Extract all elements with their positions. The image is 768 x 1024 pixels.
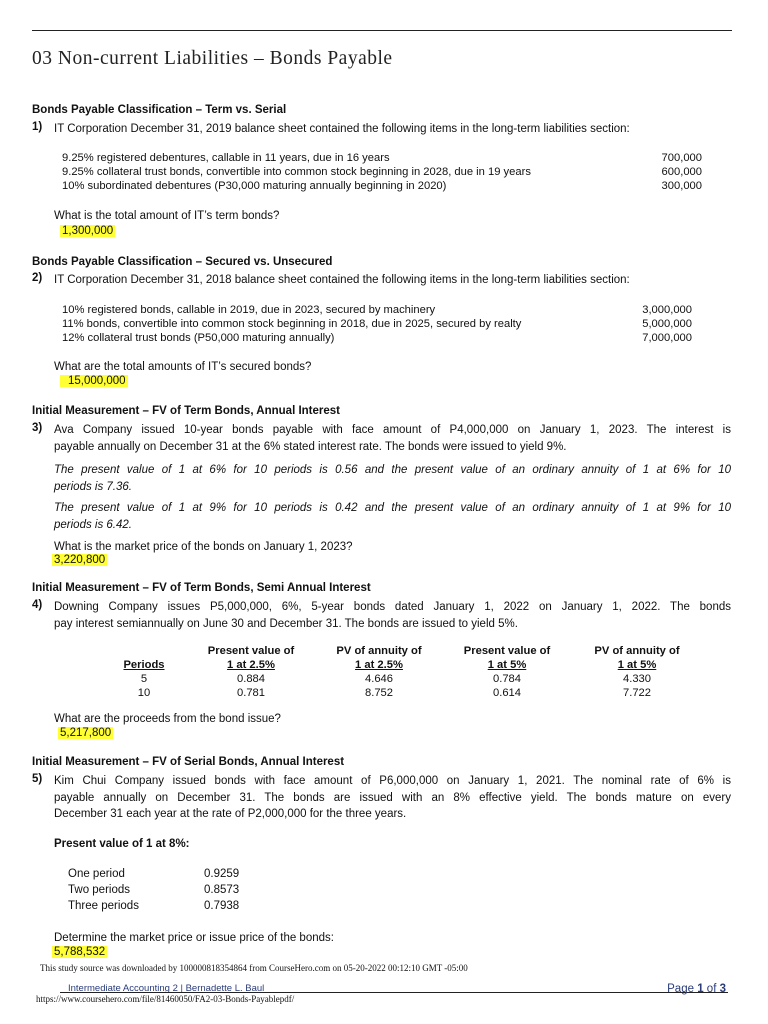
table-cell: 8.752 [365,687,393,699]
problem-5-text-line1: Kim Chui Company issued bonds with face amount of P6,000,000 on January 1, 2021. The nominal rate of 6% is [54,775,731,787]
table-header: Present value of [463,645,551,657]
problem-2-number: 2) [32,272,43,284]
table-cell: 10 [137,687,151,699]
table-cell: 0.784 [493,673,521,685]
list-item: Three periods 0.7938 [68,900,240,912]
problem-2-item: 10% registered bonds, callable in 2019, due in 2023, secured by machinery [62,304,436,316]
problem-5-number: 5) [32,773,43,785]
pv-8-list [68,866,239,914]
table-cell: 0.614 [493,687,521,699]
problem-1-amount: 700,000 [661,152,702,164]
table-header: PV of annuity of [594,645,680,657]
problem-5-text-line3: December 31 each year at the rate of P2,000,000 for the three years. [54,808,407,820]
problem-1-amount: 300,000 [661,180,702,192]
problem-1-item: 10% subordinated debentures (P30,000 maturing annually beginning in 2020) [62,180,447,192]
problem-2-answer: 15,000,000 [60,375,128,387]
list-item: Two periods 0.8573 [68,884,240,896]
problem-4-text-line2: pay interest semiannually on June 30 and December 31. The bonds are issued to yield 5%. [54,618,518,630]
problem-3-note2-line2: periods is 6.42. [54,519,132,531]
problem-5-answer: 5,788,532 [54,946,106,958]
footer-course-author: Intermediate Accounting 2 | Bernadette L. Baul [68,983,265,994]
table-row [100,686,704,700]
table-cell: 0.884 [237,673,265,685]
section-2-heading: Bonds Payable Classification – Secured vs. Unsecured [32,256,333,268]
problem-4-answer: 5,217,800 [60,727,112,739]
footer-rule [60,992,728,993]
problem-2-amount: 5,000,000 [642,318,692,330]
section-4-heading: Initial Measurement – FV of Term Bonds, Semi Annual Interest [32,582,371,594]
table-header [100,644,188,658]
list-item: One period 0.9259 [68,868,240,880]
download-source-note: This study source was downloaded by 100000818354864 from CourseHero.com on 05-20-2022 00:12:10 GMT -05:00 [40,963,468,973]
problem-1-amount: 600,000 [661,166,702,178]
table-header: 1 at 2.5% [227,659,275,671]
table-header: 1 at 2.5% [355,659,403,671]
table-row [100,672,704,686]
problem-4-question: What are the proceeds from the bond issue? [54,713,281,725]
problem-3-note1-line2: periods is 7.36. [54,481,132,493]
pv-8-heading: Present value of 1 at 8%: [54,838,190,850]
page-number: Page 1 of 3 [667,983,726,995]
source-url-link[interactable]: https://www.coursehero.com/file/81460050/FA2-03-Bonds-Payablepdf/ [36,994,295,1004]
table-header: 1 at 5% [487,659,527,671]
problem-3-text-line1: Ava Company issued 10-year bonds payable with face amount of P4,000,000 on January 1, 2023. The interest is [54,424,731,436]
problem-2-amount: 3,000,000 [642,304,692,316]
table-header-row [100,658,704,672]
problem-2-question: What are the total amounts of IT’s secured bonds? [54,361,312,373]
section-1-heading: Bonds Payable Classification – Term vs. Serial [32,104,287,116]
problem-1-item: 9.25% registered debentures, callable in 11 years, due in 16 years [62,152,390,164]
problem-3-number: 3) [32,422,43,434]
section-5-heading: Initial Measurement – FV of Serial Bonds, Annual Interest [32,756,345,768]
problem-1-question: What is the total amount of IT’s term bonds? [54,210,280,222]
table-header: Present value of [207,645,295,657]
problem-1-answer: 1,300,000 [62,225,114,237]
problem-3-note2-line1: The present value of 1 at 9% for 10 periods is 0.42 and the present value of an ordinary annuity of 1 at 9% for 10 [54,502,731,514]
problem-5-text-line2: payable annually on December 31. The bonds are issued with an 8% effective yield. The bonds mature on every [54,792,731,804]
page-title: 03 Non-current Liabilities – Bonds Payable [32,48,393,69]
section-3-heading: Initial Measurement – FV of Term Bonds, Annual Interest [32,405,340,417]
table-header-row [100,644,704,658]
problem-4-number: 4) [32,599,43,611]
problem-2-amount: 7,000,000 [642,332,692,344]
table-cell: 7.722 [623,687,651,699]
problem-3-answer: 3,220,800 [54,554,106,566]
table-header: Periods [123,659,165,671]
problem-3-text-line2: payable annually on December 31 at the 6% stated interest rate. The bonds were issued to yield 9%. [54,441,567,453]
problem-3-note1-line1: The present value of 1 at 6% for 10 periods is 0.56 and the present value of an ordinary annuity of 1 at 6% for 10 [54,464,731,476]
table-cell: 4.646 [365,673,393,685]
problem-2-item: 12% collateral trust bonds (P50,000 maturing annually) [62,332,335,344]
problem-4-text-line1: Downing Company issues P5,000,000, 6%, 5-year bonds dated January 1, 2022 on January 1, 2022. The bonds [54,601,731,613]
problem-1-number: 1) [32,121,43,133]
problem-5-question: Determine the market price or issue price of the bonds: [54,932,334,944]
problem-1-text: IT Corporation December 31, 2019 balance sheet contained the following items in the long-term liabilities section: [54,123,630,135]
table-cell: 5 [140,673,148,685]
problem-1-item: 9.25% collateral trust bonds, convertible into common stock beginning in 2028, due in 19 years [62,166,531,178]
problem-3-question: What is the market price of the bonds on January 1, 2023? [54,541,353,553]
table-header: 1 at 5% [617,659,657,671]
problem-2-item: 11% bonds, convertible into common stock beginning in 2018, due in 2025, secured by realty [62,318,522,330]
table-header: PV of annuity of [336,645,422,657]
pv-factor-table [100,644,704,700]
problem-2-text: IT Corporation December 31, 2018 balance sheet contained the following items in the long-term liabilities section: [54,274,630,286]
table-cell: 4.330 [623,673,651,685]
top-rule [32,30,732,31]
table-cell: 0.781 [237,687,265,699]
